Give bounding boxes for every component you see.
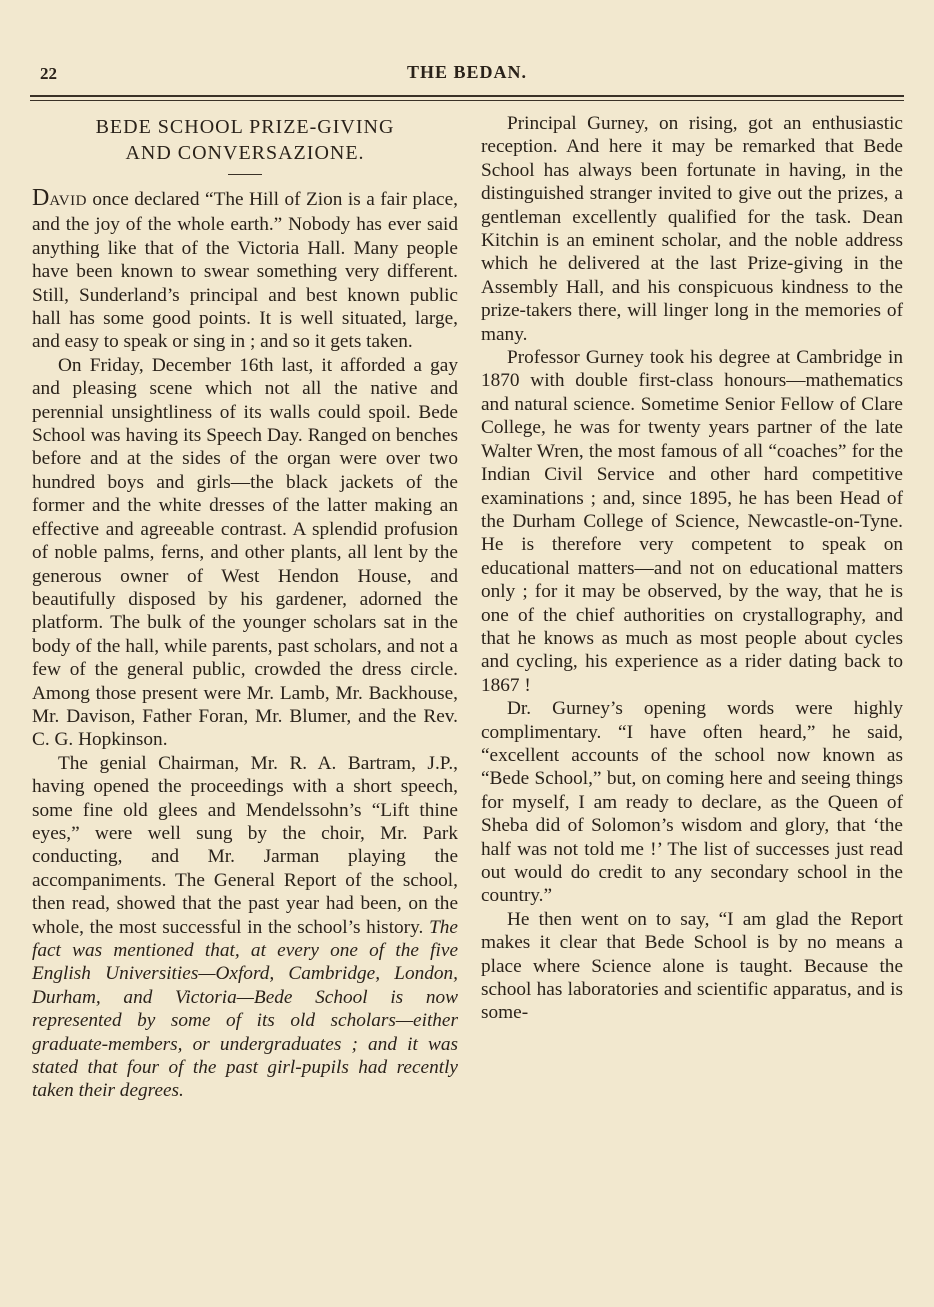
paragraph-chairman [32,752,458,1103]
title-divider [228,174,262,175]
paragraph-professor-gurney: Professor Gurney took his degree at Cambridge in 1870 with double first-class honours—mathematics and natural science. Sometime Senior Fellow of Clare College, he was for twenty years partner of the late Walter Wren, the most famous of all “coaches” for the Indian Civil Service and other hard competitive examinations ; and, since 1895, he has been Head of the Durham College of Science, Newcastle-on-Tyne. He is therefore very competent to speak on educational matters—and not on educational matters only ; for it may be observed, by the way, that he is one of the chief authorities on crystallography, and that he knows as much as most people about cycles and cycling, his experience as a rider dating back to 1867 ! [481,347,903,696]
paragraph-chairman-italic: The fact was mentioned that, at every one of the five English Universities—Oxford, Cambridge, London, Durham, and Victoria—Bede School is now represented by some of its old scholars—either graduate-members, or undergraduates ; and it was stated that four of the past girl-pupils had recently taken their degrees. [32,916,458,1102]
paragraph-opening [32,187,458,354]
page-number: 22 [40,64,57,83]
running-title: THE BEDAN. [406,62,528,82]
paragraph-opening-words: Dr. Gurney’s opening words were highly complimentary. “I have often heard,” he said, “excellent accounts of the school now known as “Bede School,” but, on coming here and seeing things for myself, I am ready to declare, as the Queen of Sheba did of Solomon’s wisdom and glory, that ‘the half was not told me !’ The list of successes just read out would do credit to any secondary school in the country.” [481,698,903,907]
paragraph-speech-day: On Friday, December 16th last, it afforded a gay and pleasing scene which not all the native and perennial unsightliness of its walls could spoil. Bede School was having its Speech Day. Ranged on benches before and at the sides of the organ were over two hundred boys and girls—the black jackets of the former and the white dresses of the latter making an effective and agreeable contrast. A splendid profusion of noble palms, ferns, and other plants, all lent by the generous owner of West Hendon House, and beautifully disposed by his gardener, adorned the platform. The bulk of the younger scholars sat in the body of the hall, while parents, past scholars, and not a few of the general public, crowded the dress circle. Among those present were Mr. Lamb, Mr. Backhouse, Mr. Davison, Father Foran, Mr. Blumer, and the Rev. C. G. Hopkinson. [32,354,458,751]
paragraph-report: He then went on to say, “I am glad the Report makes it clear that Bede School is by no means a place where Science alone is taught. Because the school has laboratories and scientific apparatus, and is some- [481,908,903,1024]
small-caps-lead: AVID [49,193,87,209]
paragraph-principal-gurney: Principal Gurney, on rising, got an enthusiastic reception. And here it may be remarked that Bede School has always been fortunate in having, in the distinguished stranger invited to give out the prizes, a gentleman excellently qualified for the task. Dean Kitchin is an eminent scholar, and the noble address which he delivered at the last Prize-giving in the Assembly Hall, and his conspicuous kindness to the prize-takers there, will linger long in the memories of many. [481,113,903,345]
header-rule-thin [30,100,904,101]
drop-cap: D [32,185,50,211]
article-title-line-1: BEDE SCHOOL PRIZE-GIVING [95,116,395,138]
paragraph-opening-text: once declared “The Hill of Zion is a fair place, and the joy of the whole earth.” Nobody has ever said anything like that of the Victoria Hall. Many people have been known to swear something very different. Still, Sunderland’s principal and best known public hall has some good points. It is well situated, large, and easy to speak or sing in ; and so it gets taken. [32,189,458,353]
paragraph-chairman-text: The genial Chairman, Mr. R. A. Bartram, J.P., having opened the proceedings with a short speech, some fine old glees and Mendelssohn’s “Lift thine eyes,” were well sung by the choir, Mr. Park conducting, and Mr. Jarman playing the accompaniments. The General Report of the school, then read, showed that the past year had been, on the whole, the most successful in the school’s history. [32,752,458,938]
page-header [0,58,934,88]
article-title [32,114,458,166]
right-column [481,112,903,1025]
left-column [32,112,458,1103]
article-title-line-2: AND CONVERSAZIONE. [125,142,365,164]
header-rule-thick [30,95,904,97]
